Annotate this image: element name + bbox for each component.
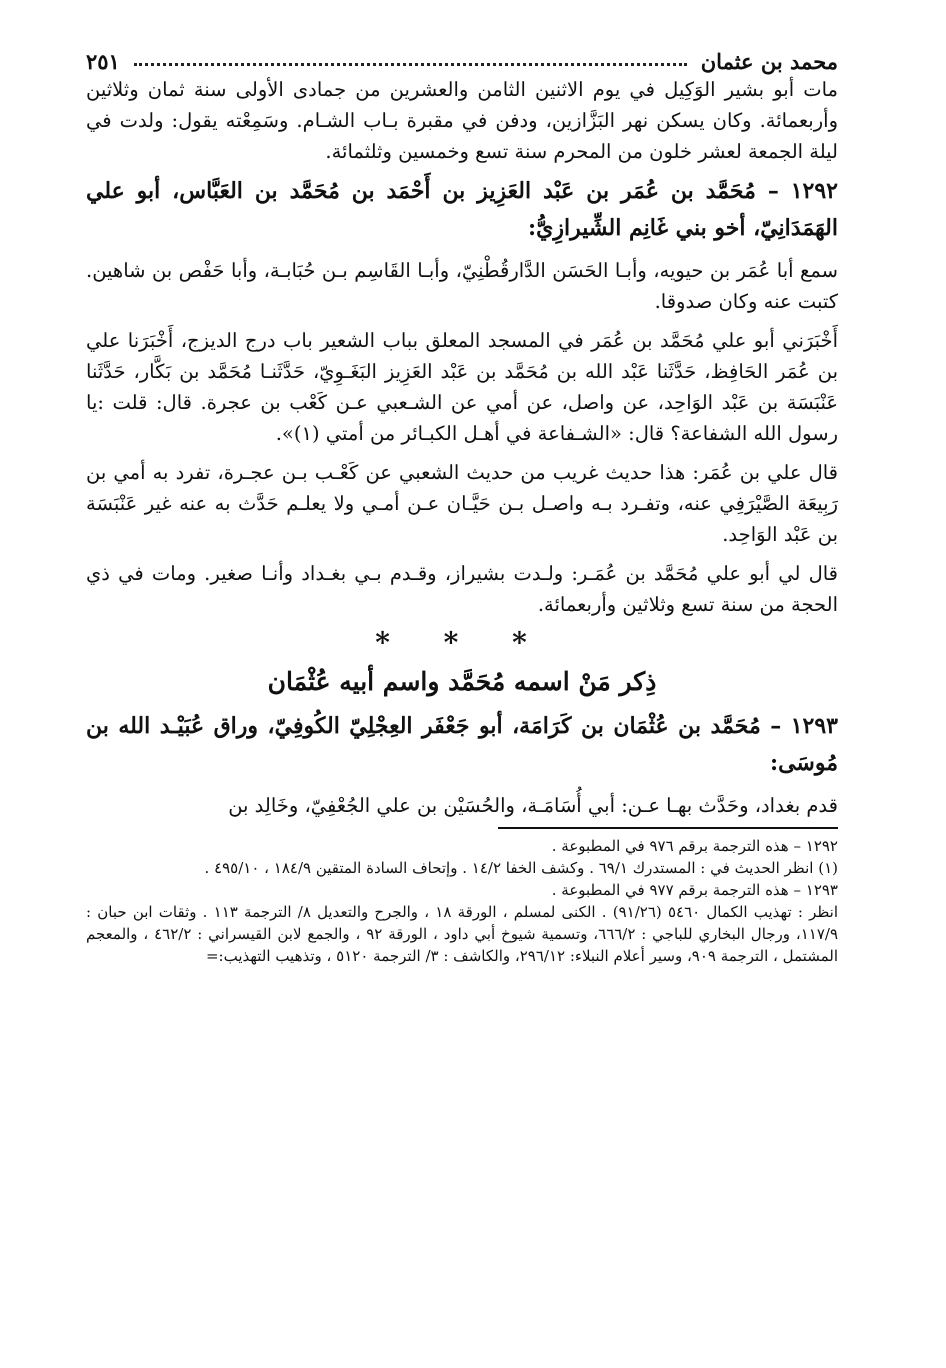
section-title: ذِكر مَنْ اسمه مُحَمَّد واسم أبيه عُثْمَان: [267, 667, 657, 696]
entry-heading-1293: ١٢٩٣ – مُحَمَّد بن عُثْمَان بن كَرَامَة، أبو جَعْفَر العِجْلِيّ الكُوفِيّ، وراق عُبَيْـد الله بن مُوسَى:: [86, 713, 838, 776]
page-number: ٢٥١: [86, 49, 120, 74]
footnote-1293-sources: انظر : تهذيب الكمال ٥٤٦٠ (٩١/٢٦) . الكنى لمسلم ، الورقة ١٨ ، والجرح والتعديل ٨/ الترجمة ١١٣ . وثقات ابن حبان : ١١٧/٩، ورجال البخاري للباجي : ٦٦٦/٢، وتسمية شيوخ أبي داود ، الورقة ٩٢ ، والجمع لابن القيسراني : ٤٦٢/٢ ، والمعجم المشتمل ، الترجمة ٩٠٩، وسير أعلام النبلاء: ٢٩٦/١٢، والكاشف : ٣/ الترجمة ٥١٢٠ ، وتذهيب التهذيب:=: [86, 903, 839, 965]
paragraph-1292-d: قال لي أبو علي مُحَمَّد بن عُمَـر: ولـدت بشيراز، وقـدم بـي بغـداد وأنـا صغير. ومات في ذي الحجة من سنة تسع وثلاثين وأربعمائة.: [86, 562, 838, 616]
footnote-1: (١) انظر الحديث في : المستدرك ٦٩/١ . وكشف الخفا ١٤/٢ . وإتحاف السادة المتقين ١٨٤/٩ ، ٤٩٥/١٠ .: [204, 859, 838, 877]
section-separator: * * *: [375, 626, 549, 659]
page-header: [86, 40, 838, 74]
footnote-rule: [498, 827, 838, 829]
running-title: محمد بن عثمان: [700, 49, 838, 74]
footnote-1293: ١٢٩٣ – هذه الترجمة برقم ٩٧٧ في المطبوعة .: [551, 881, 838, 899]
header-dot-leader: [134, 63, 687, 66]
paragraph-intro: مات أبو بشير الوَكِيل في يوم الاثنين الثامن والعشرين من جمادى الأولى سنة ثمان وثلاثين وأربعمائة. وكان يسكن نهر البَزَّازين، ودفن في مقبرة بـاب الشـام. وسَمِعْته يقول: ولدت في ليلة الجمعة لعشر خلون من المحرم سنة تسع وخمسين وثلثمائة.: [86, 78, 838, 163]
paragraph-1293: قدم بغداد، وحَدَّث بهـا عـن: أبي أُسَامَـة، والحُسَيْن بن علي الجُعْفِيّ، وخَالِد بن: [228, 794, 838, 817]
paragraph-1292-a: سمع أبا عُمَر بن حيويه، وأبـا الحَسَن الدَّارقُطْنِيّ، وأبـا القَاسِم بـن حُبَابـة، وأبا حَفْص بن شاهين. كتبت عنه وكان صدوقا.: [86, 259, 838, 313]
footnote-1292: ١٢٩٢ – هذه الترجمة برقم ٩٧٦ في المطبوعة .: [551, 837, 838, 855]
book-page: [86, 40, 838, 967]
paragraph-1292-b: أَخْبَرَني أبو علي مُحَمَّد بن عُمَر في المسجد المعلق بباب الشعير باب درج الديزج، أَخْبَرَنا علي بن عُمَر الحَافِظ، حَدَّثَنا عَبْد الله بن مُحَمَّد بن عَبْد العَزِيز البَغَـوِيّ، حَدَّثَنـا مُحَمَّد بن بَكَّار، حَدَّثَنا عَنْبَسَة بن عَبْد الوَاحِد، عن واصل، عن أمي عن الشـعبي عـن كَعْب بن عجرة. قال: قلت :يا رسول الله الشفاعة؟ قال: «الشـفاعة في أهـل الكبـائر من أمتي (١)».: [86, 329, 838, 445]
paragraph-1292-c: قال علي بن عُمَر: هذا حديث غريب من حديث الشعبي عن كَعْـب بـن عجـرة، تفرد به أمي بن رَبِيعَة الصَّيْرَفِي عنه، وتفـرد بـه واصـل بـن حَيَّـان عـن أمـي ولا يعلـم حَدَّث به عنه غير عَنْبَسَة بن عَبْد الوَاحِد.: [86, 461, 838, 546]
entry-heading-1292: ١٢٩٢ – مُحَمَّد بن عُمَر بن عَبْد العَزِيز بن أَحْمَد بن مُحَمَّد بن العَبَّاس، أبو علي الهَمَدَانِيّ، أخو بني غَانِم الشِّيرازِيُّ:: [86, 178, 838, 241]
